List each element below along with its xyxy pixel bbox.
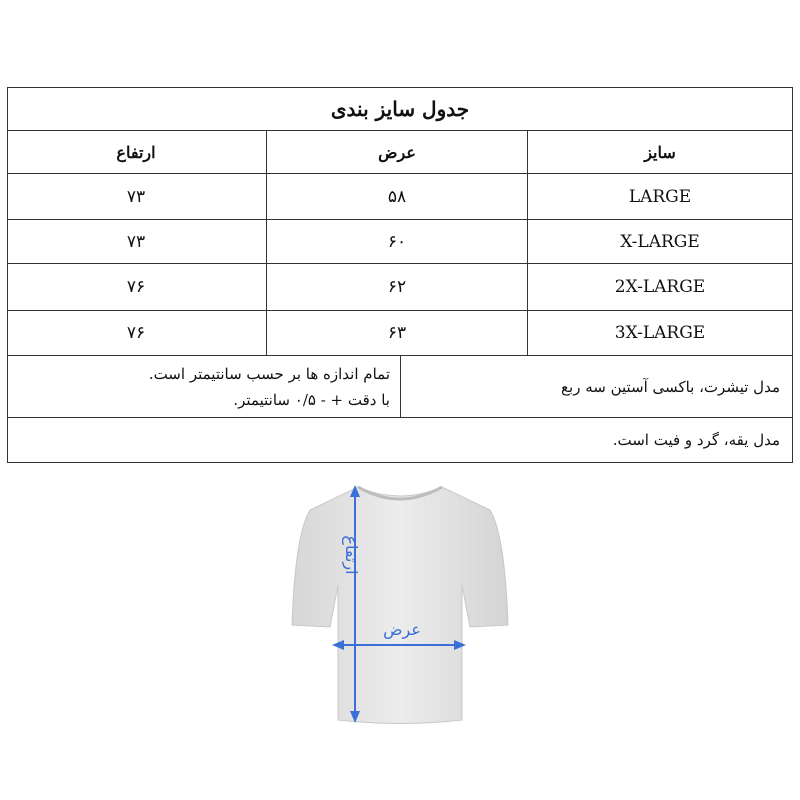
- table-row: [8, 220, 792, 264]
- table-row: [8, 174, 792, 220]
- table-row: [8, 264, 792, 311]
- size-cell: 2X-LARGE: [527, 264, 792, 310]
- shirt-model-note: مدل تیشرت، باکسی آستین سه ربع: [400, 356, 792, 417]
- width-label: عرض: [383, 620, 421, 639]
- width-cell: ۵۸: [266, 174, 527, 219]
- tshirt-body: [292, 487, 508, 724]
- width-cell: ۶۲: [266, 264, 527, 310]
- height-cell: ۷۶: [126, 323, 146, 343]
- width-cell: ۶۳: [266, 311, 527, 355]
- header-size: سایز: [527, 131, 792, 173]
- table-row: [8, 311, 792, 356]
- height-label: ارتفاع: [342, 535, 361, 575]
- height-cell: ۷۳: [126, 186, 146, 207]
- table-title-row: [8, 88, 792, 131]
- size-cell: X-LARGE: [527, 220, 792, 263]
- header-height: ارتفاع: [116, 142, 156, 162]
- units-note: [6, 356, 400, 417]
- header-width: عرض: [266, 131, 527, 173]
- tshirt-diagram: [280, 475, 520, 745]
- units-note-line1: تمام اندازه ها بر حسب سانتیمتر است.: [148, 364, 390, 383]
- units-note-line2: با دقت + - ۰/۵ سانتیمتر.: [233, 390, 390, 409]
- size-chart-table: [7, 87, 793, 463]
- width-cell: ۶۰: [266, 220, 527, 263]
- table-header-row: [8, 131, 792, 174]
- table-title: جدول سایز بندی: [330, 97, 470, 121]
- height-cell: ۷۳: [126, 231, 146, 252]
- notes-row: [8, 356, 792, 418]
- size-cell: 3X-LARGE: [527, 311, 792, 355]
- size-cell: LARGE: [527, 174, 792, 219]
- collar-note: مدل یقه، گرد و فیت است.: [612, 431, 780, 449]
- collar-row: [8, 418, 792, 462]
- height-cell: ۷۶: [126, 277, 146, 297]
- tshirt-illustration: [280, 475, 520, 745]
